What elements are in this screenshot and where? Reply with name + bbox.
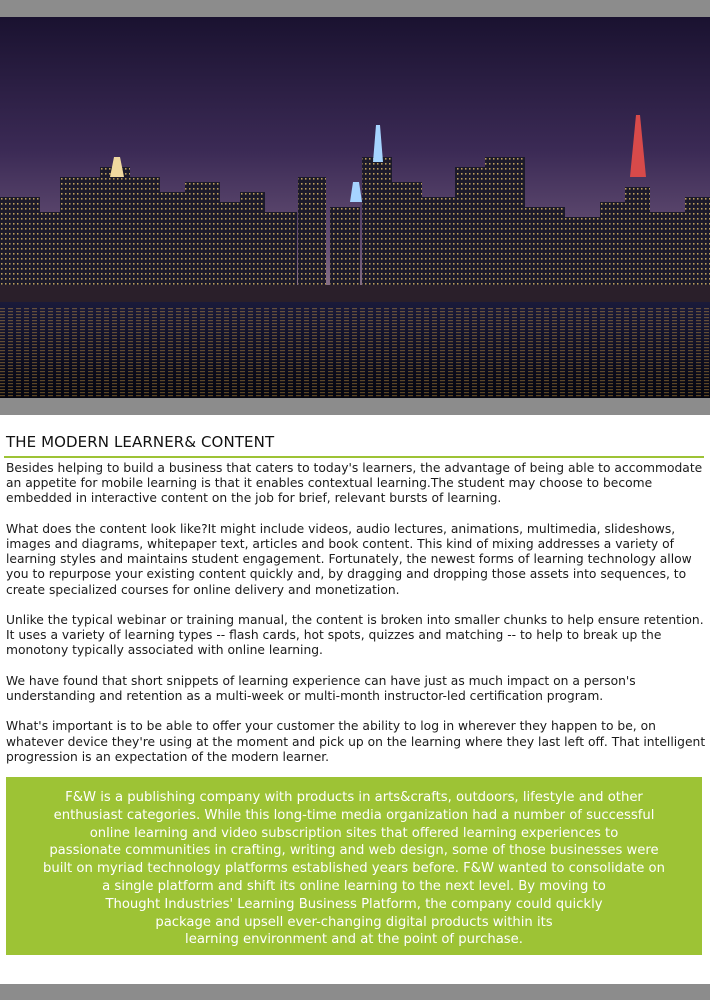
article-body <box>6 461 706 780</box>
callout-line: a single platform and shift its online learning to the next level. By moving to <box>102 878 606 894</box>
callout-line: learning environment and at the point of purchase. <box>185 932 523 948</box>
paragraph: Unlike the typical webinar or training manual, the content is broken into smaller chunks to help ensure retention. It uses a variety of learning types -- flash cards, hot spots, quizzes and matching -- to help to break up the monotony typically associated with online learning. <box>6 613 704 658</box>
callout-line: Thought Industries' Learning Business Platform, the company could quickly <box>105 896 603 912</box>
city-skyline-illustration <box>0 17 710 398</box>
section-title: THE MODERN LEARNER& CONTENT <box>6 433 275 451</box>
hero-image <box>0 17 710 398</box>
hero-bottom-bar <box>0 398 710 415</box>
case-study-callout <box>6 777 702 955</box>
paragraph: What's important is to be able to offer your customer the ability to log in wherever they happen to be, on whatever device they're using at the moment and pick up on the learning where they last left off. That intelligent progression is an expectation of the modern learner. <box>6 719 706 764</box>
title-underline <box>4 456 704 458</box>
callout-line: built on myriad technology platforms established years before. F&W wanted to consolidate on <box>43 861 665 877</box>
water-reflections <box>0 307 710 398</box>
top-gray-bar <box>0 0 710 17</box>
paragraph: We have found that short snippets of learning experience can have just as much impact on a person's understanding and retention as a multi-week or multi-month instructor-led certification program. <box>6 673 636 703</box>
bottom-gray-bar <box>0 984 710 1000</box>
callout-line: passionate communities in crafting, writing and web design, some of those businesses were <box>49 843 659 859</box>
callout-line: online learning and video subscription sites that offered learning experiences to <box>89 825 619 841</box>
callout-line: package and upsell ever-changing digital products within its <box>155 914 553 930</box>
paragraph: Besides helping to build a business that caters to today's learners, the advantage of being able to accommodate an appetite for mobile learning is that it enables contextual learning.The student may choose to become embedded in interactive content on the job for brief, relevant bursts of learning. <box>6 461 703 506</box>
paragraph: What does the content look like?It might include videos, audio lectures, animations, multimedia, slideshows, images and diagrams, whitepaper text, articles and book content. This kind of mixing addresses a variety of learning styles and maintains student engagement. Fortunately, the newest forms of learning technology allow you to repurpose your existing content quickly and, by dragging and dropping those assets into sequences, to create specialized courses for online delivery and monetization. <box>6 521 692 597</box>
callout-line: enthusiast categories. While this long-time media organization had a number of successful <box>53 807 655 823</box>
callout-line: F&W is a publishing company with products in arts&crafts, outdoors, lifestyle and other <box>65 790 643 805</box>
